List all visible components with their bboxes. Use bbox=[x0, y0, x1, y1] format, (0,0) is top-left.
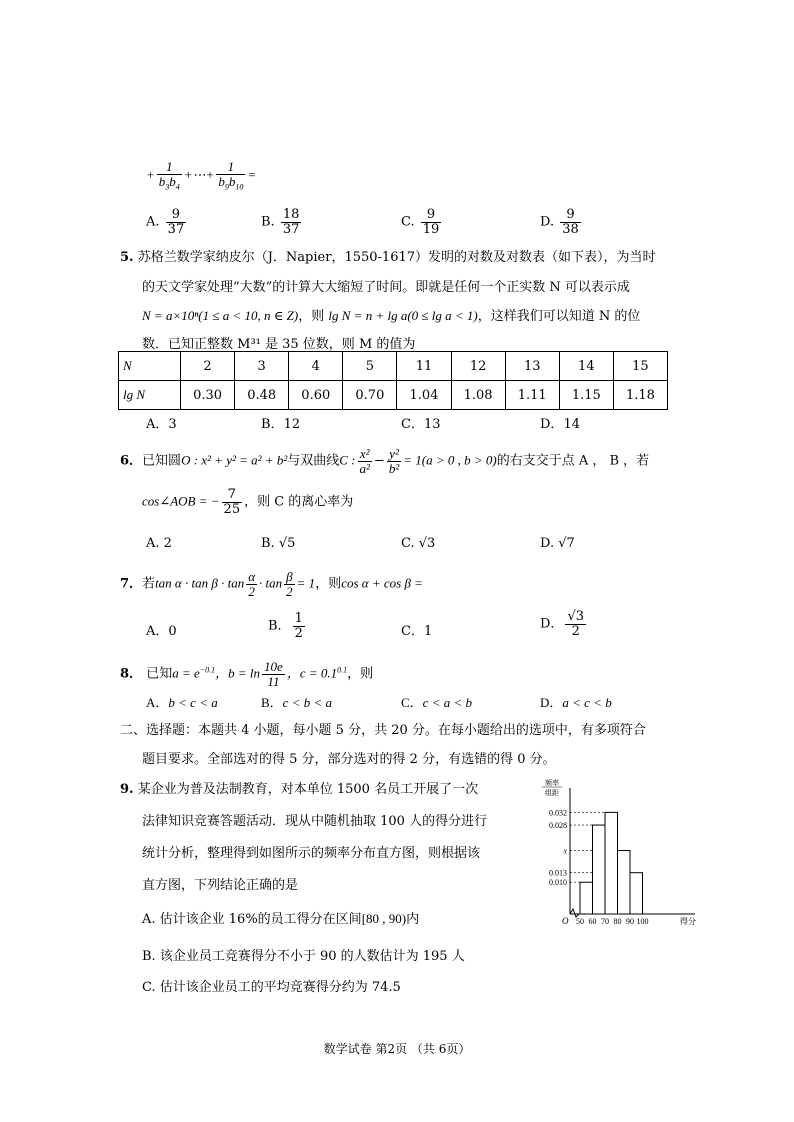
q5-line1: 5. 苏格兰数学家纳皮尔（J．Napier，1550-1617）发明的对数及对数表（如下表），为当时 bbox=[120, 250, 656, 265]
x-tick-label: 70 bbox=[601, 917, 609, 926]
q9-line2: 法律知识竞赛答题活动．现从中随机抽取 100 人的得分进行 bbox=[142, 814, 488, 829]
x-tick-label: 80 bbox=[613, 917, 622, 926]
y-tick-label: 0.013 bbox=[549, 868, 567, 878]
q6-option-b[interactable]: B. √5 bbox=[261, 536, 296, 551]
q4-expression bbox=[146, 160, 256, 192]
q8-option-c[interactable]: C．c < a < b bbox=[401, 695, 472, 710]
q5-option-a[interactable]: A．3 bbox=[146, 417, 177, 432]
fraction: $\frac{1}{b_3b_4}$ bbox=[158, 159, 180, 192]
y-tick-label: 0.010 bbox=[549, 878, 567, 888]
q5-option-b[interactable]: B．12 bbox=[261, 417, 301, 432]
q9-line3: 统计分析，整理得到如图所示的频率分布直方图，则根据该 bbox=[142, 846, 481, 861]
y-axis-label-top: 频率 bbox=[545, 779, 559, 787]
x-tick-label: 60 bbox=[588, 917, 597, 926]
y-tick-label: 0.032 bbox=[549, 808, 567, 818]
histogram-bar bbox=[605, 812, 618, 914]
fraction: $\frac{1}{b_9b_{10}}$ bbox=[218, 159, 244, 192]
log-table bbox=[118, 351, 668, 410]
histogram-bar bbox=[593, 825, 606, 914]
q8-option-a[interactable]: A．b < c < a bbox=[146, 695, 218, 710]
q4-option-d[interactable]: D. $\frac{9}{38}$ bbox=[540, 207, 579, 237]
q5-line4: 数．已知正整数 M³¹ 是 35 位数，则 M 的值为 bbox=[142, 337, 416, 352]
q9-line1: 9. 某企业为普及法制教育，对本单位 1500 名员工开展了一次 bbox=[120, 782, 479, 797]
q6-line1: 6．已知圆O : x² + y² = a² + b²与双曲线C : $\frac{\text{x²}}{\text{a²}}$ − $\frac{\text{y²}}{\text{b²}}$ = 1(a > 0 , b > 0)的右支交于点 A ， B ，若 bbox=[120, 446, 650, 476]
q4-option-c[interactable]: C. $\frac{9}{19}$ bbox=[401, 207, 440, 237]
page-footer: 数学试卷 第2页 （共 6页） bbox=[323, 1042, 471, 1056]
y-axis-label-bottom: 组距 bbox=[545, 789, 559, 797]
q7-option-d[interactable]: D． $\frac{√3}{2}$ bbox=[540, 609, 584, 639]
q6-option-d[interactable]: D. √7 bbox=[540, 536, 575, 551]
histogram-bar bbox=[580, 882, 593, 914]
q7-option-b[interactable]: B． $\frac{1}{2}$ bbox=[268, 611, 303, 641]
q9-line4: 直方图，下列结论正确的是 bbox=[142, 878, 299, 893]
q7-option-a[interactable]: A．0 bbox=[146, 624, 177, 639]
histogram-bar bbox=[618, 850, 631, 914]
table-row: lg N 0.30 0.48 0.60 0.70 1.04 1.08 1.11 1.15 1.18 bbox=[119, 381, 668, 410]
q6-line2: cos∠AOB = − $\frac{7}{25}$ ，则 C 的离心率为 bbox=[142, 487, 354, 517]
q5-option-d[interactable]: D．14 bbox=[540, 417, 580, 432]
q4-option-b[interactable]: B. $\frac{18}{37}$ bbox=[261, 207, 300, 237]
q9-option-c[interactable]: C. 估计该企业员工的平均竞赛得分约为 74.5 bbox=[142, 980, 401, 995]
section-heading: 二、选择题：本题共 4 小题，每小题 5 分，共 20 分。在每小题给出的选项中，有多项符合 bbox=[120, 723, 646, 738]
x-axis-label: 得分 bbox=[680, 917, 696, 926]
origin-label: O bbox=[562, 916, 569, 926]
plus-sign: + bbox=[146, 166, 155, 182]
q5-line3: N = a×10ⁿ(1 ≤ a < 10, n ∈ Z)，则 lg N = n + lg a(0 ≤ lg a < 1)，这样我们可以知道 N 的位 bbox=[142, 308, 641, 324]
q6-option-c[interactable]: C. √3 bbox=[401, 536, 436, 551]
q9-option-a[interactable]: A. 估计该企业 16%的员工得分在区间[80 , 90)内 bbox=[142, 911, 420, 927]
x-tick-label: 50 bbox=[576, 917, 584, 926]
section-heading-line2: 题目要求。全部选对的得 5 分，部分选对的得 2 分，有选错的得 0 分。 bbox=[142, 752, 556, 767]
equals-sign: = bbox=[247, 166, 257, 182]
ellipsis-term: +⋯+ bbox=[183, 166, 215, 182]
q7-option-c[interactable]: C．1 bbox=[401, 624, 433, 639]
y-tick-label: x bbox=[563, 846, 567, 856]
q6-option-a[interactable]: A. 2 bbox=[146, 536, 172, 551]
y-tick-label: 0.028 bbox=[549, 821, 567, 831]
x-tick-label: 90 bbox=[626, 917, 634, 926]
q9-option-b[interactable]: B. 该企业员工竞赛得分不小于 90 的人数估计为 195 人 bbox=[142, 949, 465, 964]
q4-option-a[interactable]: A. $\frac{9}{37}$ bbox=[146, 207, 185, 237]
q5-option-c[interactable]: C．13 bbox=[401, 417, 441, 432]
table-row: N 2 3 4 5 11 12 13 14 15 bbox=[119, 352, 668, 381]
q8-line: 8． 已知$a = e^{-0.1}$，b = ln $\frac{10e}{11}$ ，$c = 0.1^{0.1}$，则 bbox=[120, 659, 374, 689]
q8-option-d[interactable]: D．a < c < b bbox=[540, 695, 612, 710]
frequency-histogram bbox=[520, 776, 700, 928]
x-tick-label: 100 bbox=[636, 917, 649, 926]
q7-line: 7．若tan α · tan β · tan $\frac{\alpha}{2}$ · tan $\frac{\beta}{2}$ = 1，则cos α + cos β = bbox=[120, 569, 423, 599]
q5-line2: 的天文学家处理“大数”的计算大大缩短了时间。即就是任何一个正实数 N 可以表示成 bbox=[142, 280, 630, 295]
histogram-bar bbox=[630, 873, 643, 914]
axis-break-mark bbox=[570, 909, 579, 917]
q8-option-b[interactable]: B．c < b < a bbox=[261, 695, 332, 710]
